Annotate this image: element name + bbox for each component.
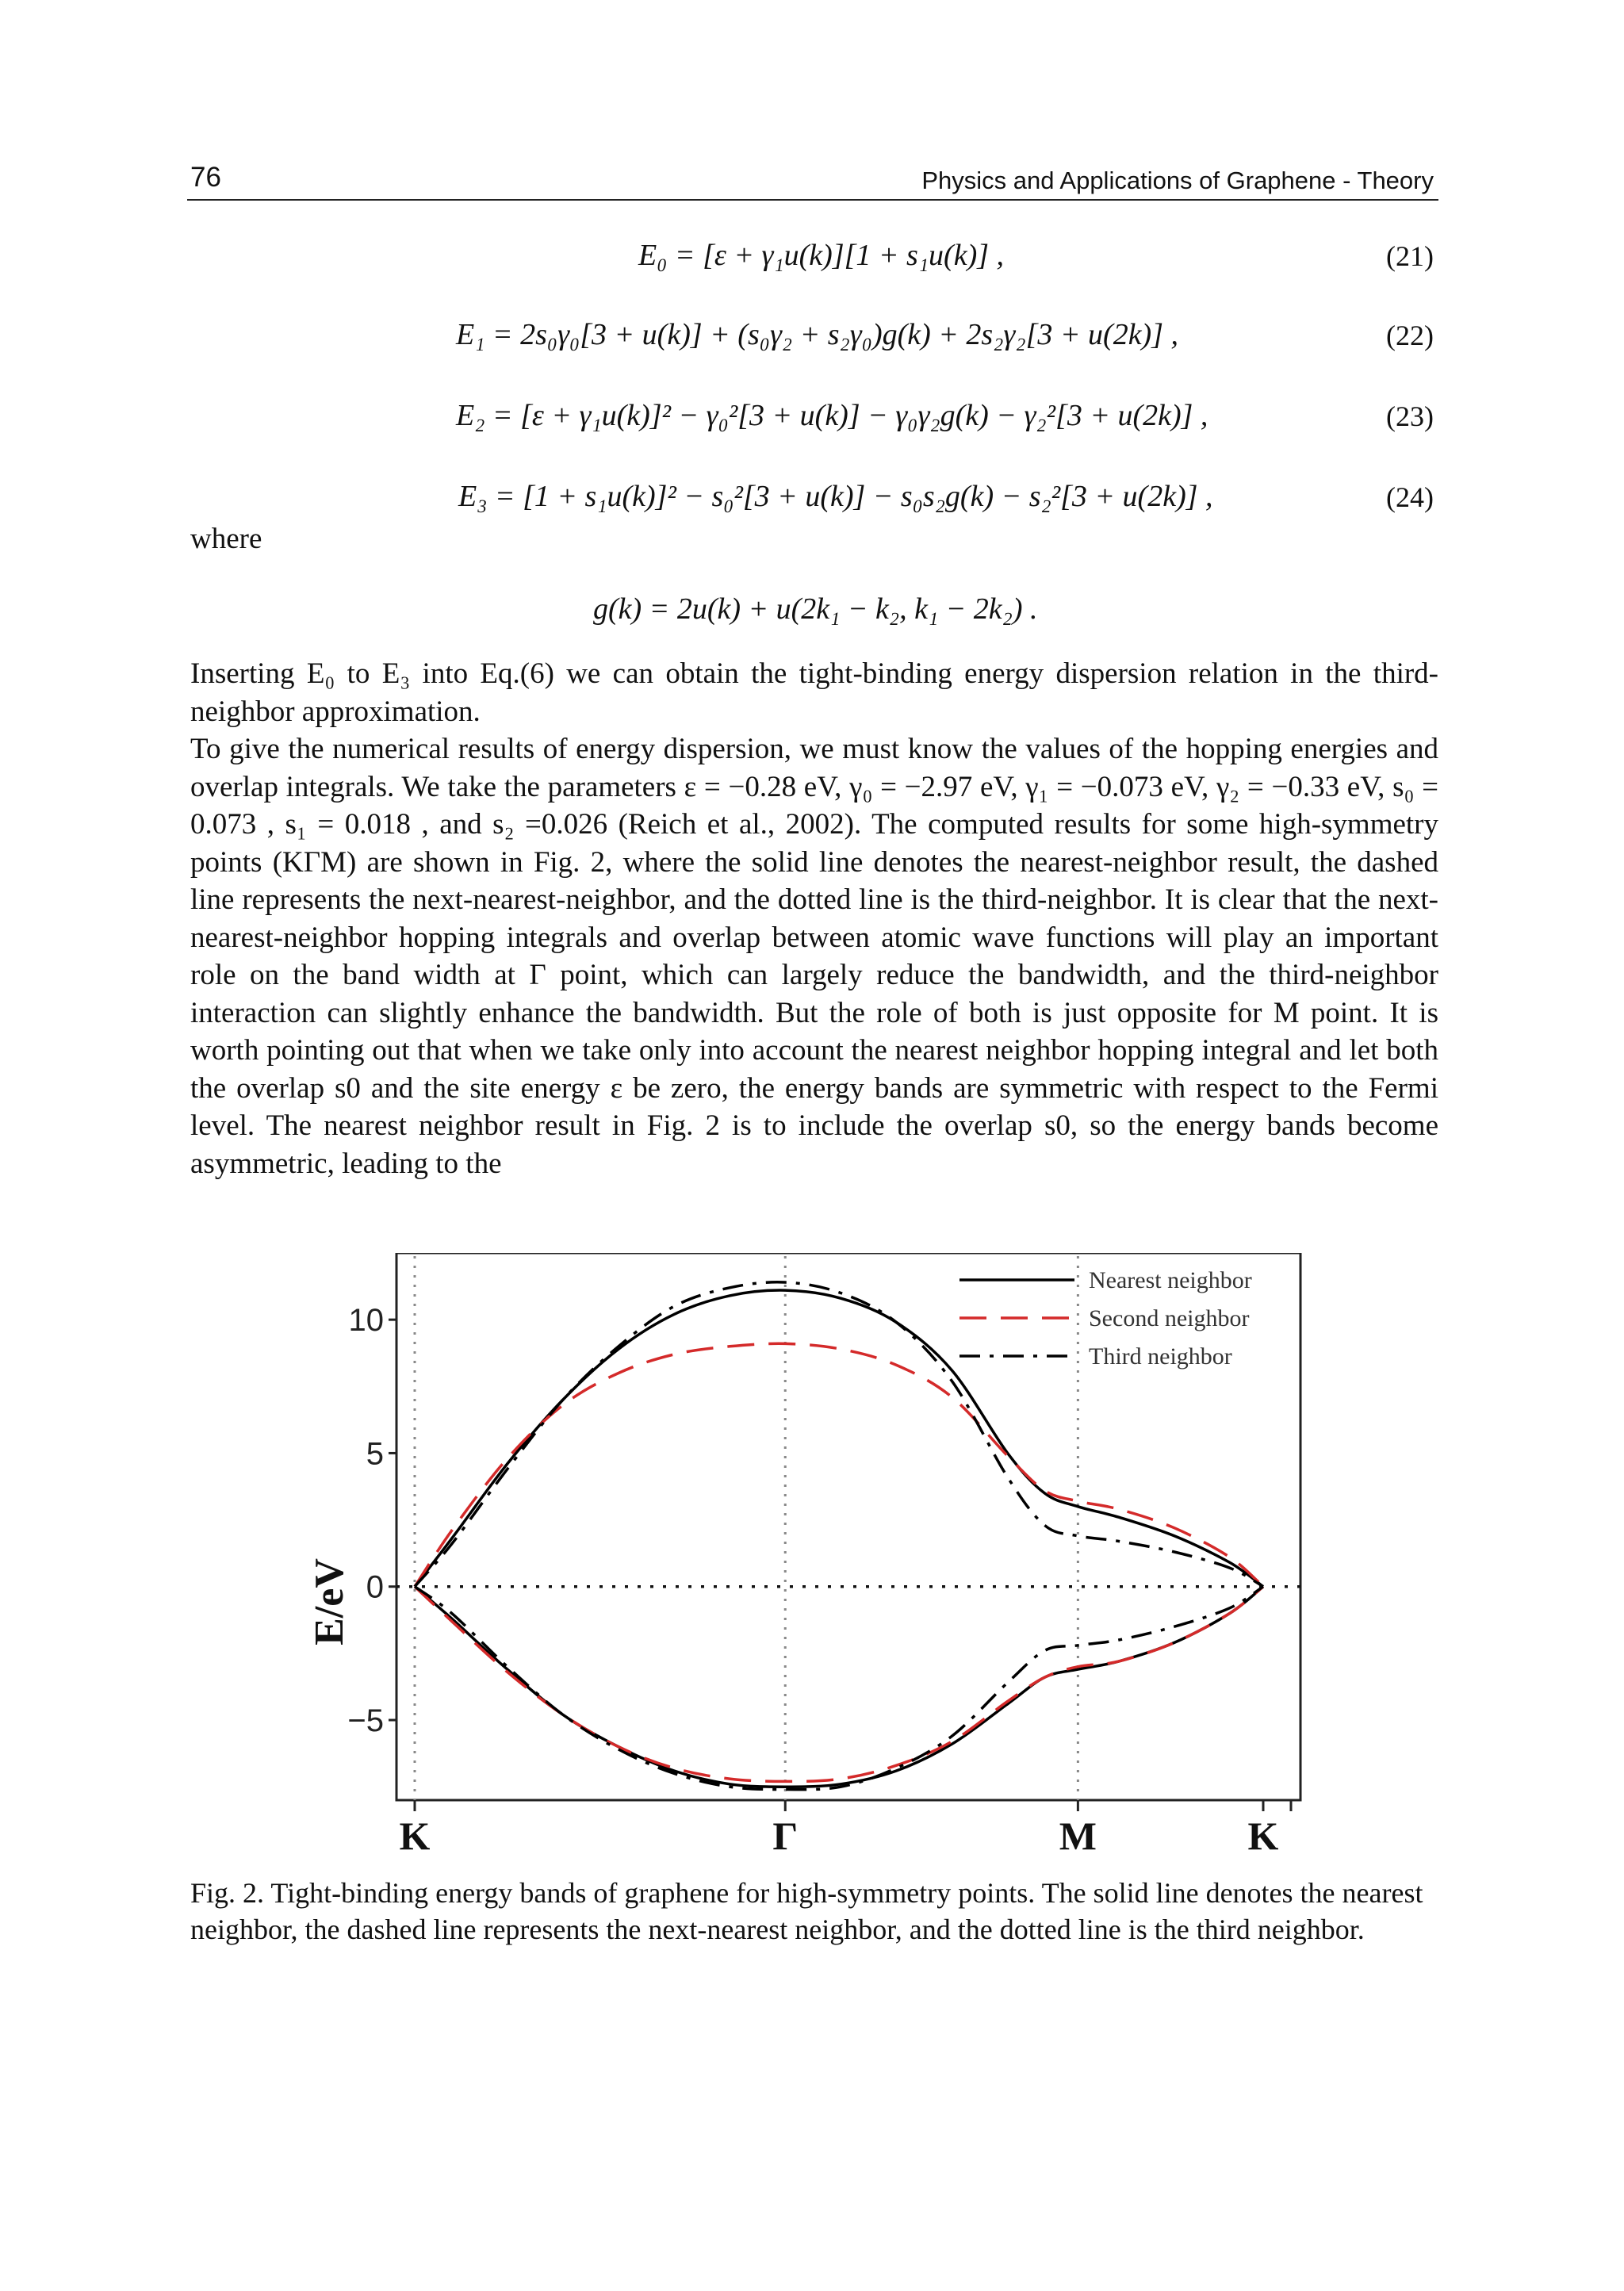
- y-tick-label: 10: [348, 1303, 384, 1339]
- equation-number-21: (21): [1386, 240, 1434, 272]
- x-tick-label: K: [1247, 1814, 1279, 1858]
- g-definition: g(k) = 2u(k) + u(2k₁ − k₂, k₁ − 2k₂) .: [593, 592, 1038, 626]
- y-tick-label: 5: [366, 1436, 384, 1472]
- x-tick-label: M: [1059, 1814, 1097, 1858]
- equation-number-24: (24): [1386, 481, 1434, 513]
- y-axis-label: E/eV: [307, 1558, 352, 1645]
- y-tick-label: 0: [366, 1569, 384, 1605]
- equation-23: E₂ = [ε + γ₁u(k)]² − γ₀²[3 + u(k)] − γ₀γ₂g(k) − γ₂²[3 + u(2k)] ,: [456, 399, 1208, 432]
- page-number: 76: [190, 162, 221, 193]
- plot-frame: [396, 1253, 1300, 1800]
- y-ticks: [347, 1303, 396, 1738]
- band-structure-chart: [301, 1253, 1332, 1871]
- x-tick-label: Γ: [772, 1814, 799, 1858]
- where-label: where: [190, 523, 262, 555]
- y-tick-label: −5: [347, 1703, 384, 1739]
- paragraph-1: Inserting E₀ to E₃ into Eq.(6) we can obtain the tight-binding energy dispersion relation in the third-neighbor approximation.: [190, 657, 1438, 728]
- equation-number-23: (23): [1386, 400, 1434, 432]
- header-rule: [187, 199, 1438, 201]
- equation-number-22: (22): [1386, 320, 1434, 351]
- figure-caption: Fig. 2. Tight-binding energy bands of graphene for high-symmetry points. The solid line denotes the nearest neighbor, the dashed line represents the next-nearest neighbor, and the dotted line is the third neighbor.: [190, 1877, 1423, 1945]
- legend-label-1: Second neighbor: [1089, 1305, 1250, 1331]
- x-ticks: [400, 1800, 1291, 1858]
- paragraph-2: To give the numerical results of energy dispersion, we must know the values of the hopping energies and overlap integrals. We take the parameters ε = −0.28 eV, γ₀ = −2.97 eV, γ₁ = −0.073 eV, γ₂ = −0.33 eV, s₀ = 0.073 , s₁ = 0.018 , and s₂ =0.026 (Reich et al., 2002). The computed results for some high-symmetry points (KΓM) are shown in Fig. 2, where the solid line denotes the nearest-neighbor result, the dashed line represents the next-nearest-neighbor, and the dotted line is the third-neighbor. It is clear that the next-nearest-neighbor hopping integrals and overlap between atomic wave functions will play an important role on the band width at Γ point, which can largely reduce the bandwidth, and the third-neighbor interaction can slightly enhance the bandwidth. But the role of both is just opposite for M point. It is worth pointing out that when we take only into account the nearest neighbor hopping integral and let both the overlap s0 and the site energy ε be zero, the energy bands are symmetric with respect to the Fermi level. The nearest neighbor result in Fig. 2 is to include the overlap s0, so the energy bands become asymmetric, leading to the: [190, 733, 1438, 1180]
- equation-24: E₃ = [1 + s₁u(k)]² − s₀²[3 + u(k)] − s₀s₂g(k) − s₂²[3 + u(2k)] ,: [458, 480, 1213, 513]
- running-title: Physics and Applications of Graphene - Theory: [921, 167, 1434, 194]
- legend-label-0: Nearest neighbor: [1089, 1267, 1252, 1293]
- equation-21: E₀ = [ε + γ₁u(k)][1 + s₁u(k)] ,: [638, 239, 1005, 272]
- equation-22: E₁ = 2s₀γ₀[3 + u(k)] + (s₀γ₂ + s₂γ₀)g(k) + 2s₂γ₂[3 + u(2k)] ,: [456, 318, 1178, 351]
- legend-label-2: Third neighbor: [1089, 1343, 1232, 1370]
- x-tick-label: K: [399, 1814, 431, 1858]
